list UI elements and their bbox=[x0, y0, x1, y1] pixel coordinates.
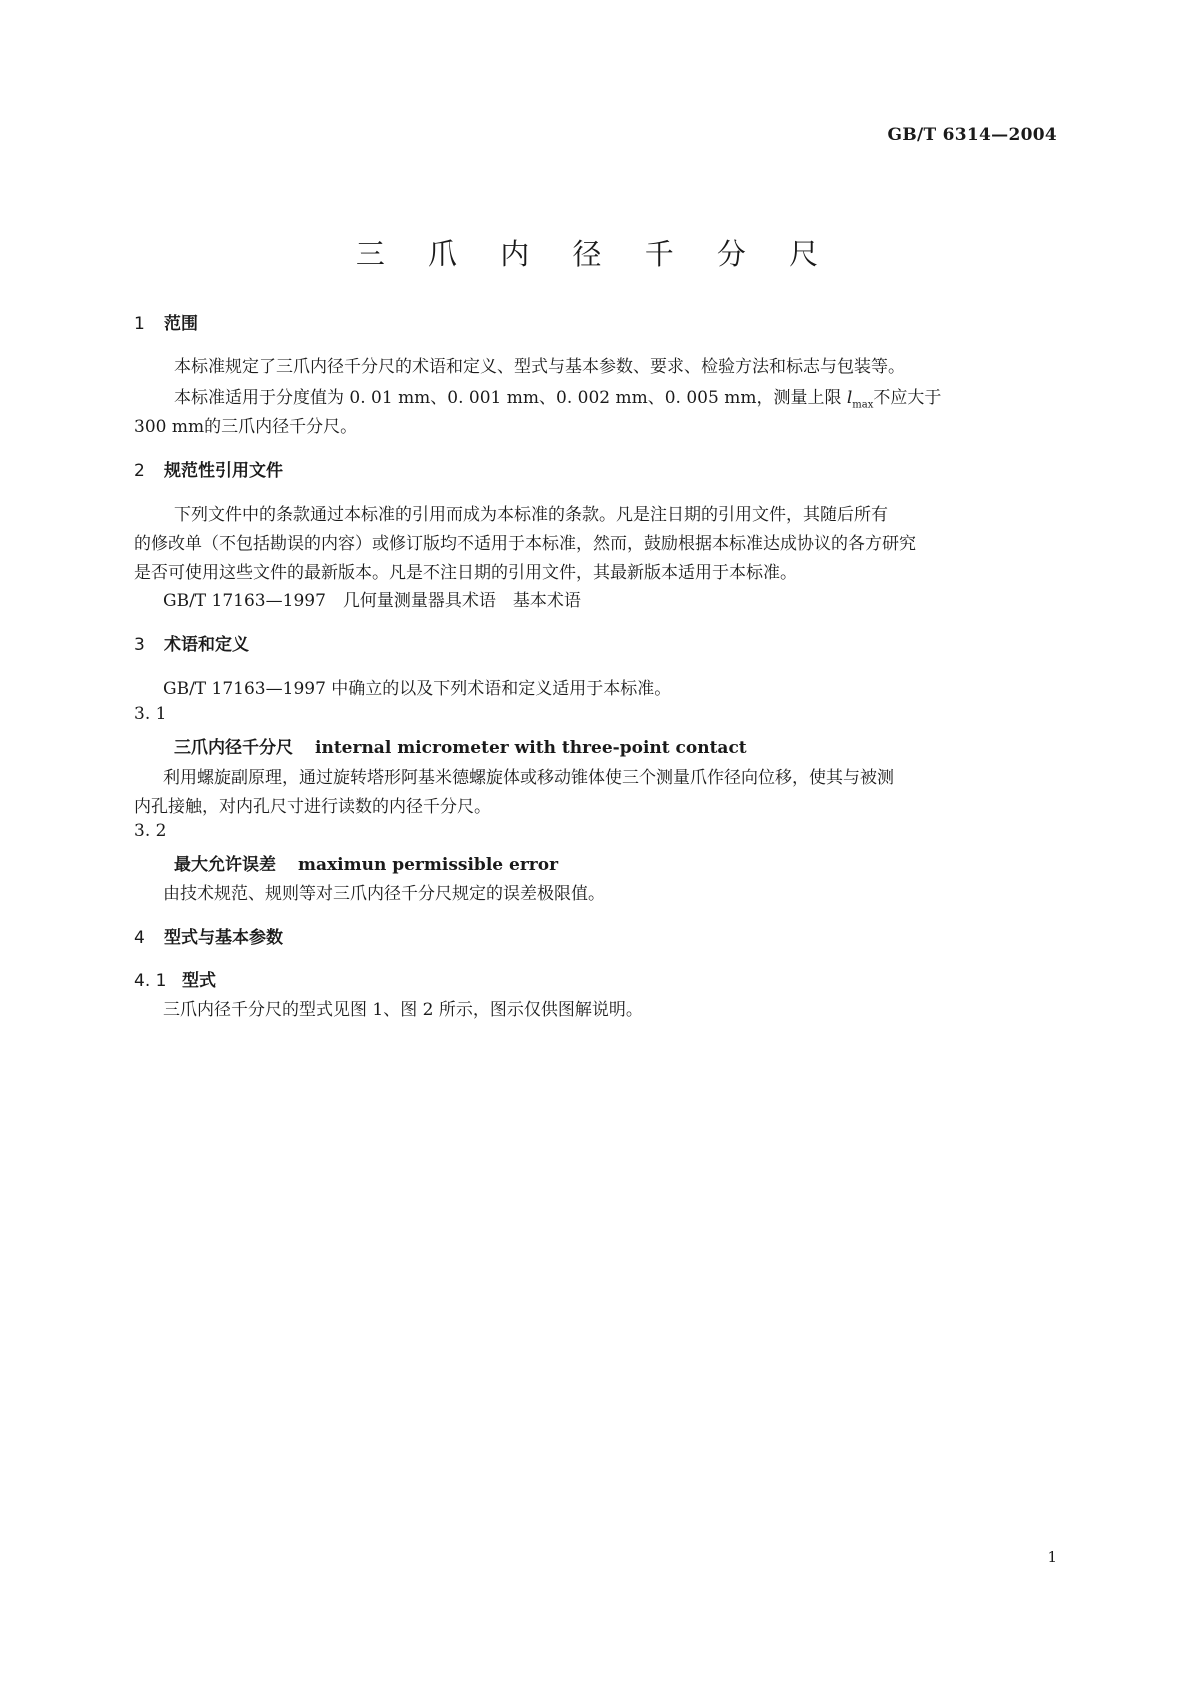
term-2 bbox=[174, 850, 558, 875]
term-definition: 利用螺旋副原理，通过旋转塔形阿基米德螺旋体或移动锥体使三个测量爪作径向位移，使其与被测 bbox=[163, 768, 894, 788]
term-english: maximun permissible error bbox=[298, 855, 559, 875]
symbol-l: l bbox=[846, 388, 853, 408]
section-4-heading bbox=[134, 923, 283, 948]
section-title: 型式与基本参数 bbox=[164, 928, 283, 948]
subsection-title: 型式 bbox=[182, 971, 216, 991]
section-2-heading bbox=[134, 456, 283, 481]
term-english: internal micrometer with three-point contact bbox=[315, 738, 747, 758]
paragraph: 三爪内径千分尺的型式见图 1、图 2 所示，图示仅供图解说明。 bbox=[163, 1000, 643, 1020]
section-number: 4 bbox=[134, 928, 145, 948]
subsection-number: 4. 1 bbox=[134, 971, 167, 991]
term-1 bbox=[174, 733, 747, 758]
text-run: 不应大于 bbox=[873, 388, 942, 408]
paragraph: 是否可使用这些文件的最新版本。凡是不注日期的引用文件，其最新版本适用于本标准。 bbox=[134, 563, 797, 583]
section-1-heading bbox=[134, 309, 198, 334]
normative-reference: GB/T 17163—1997 几何量测量器具术语 基本术语 bbox=[163, 591, 581, 611]
text-run: 本标准适用于分度值为 0. 01 mm、0. 001 mm、0. 002 mm、0. 005 mm，测量上限 bbox=[174, 388, 847, 408]
standard-code: GB/T 6314—2004 bbox=[887, 125, 1057, 145]
paragraph bbox=[174, 383, 1100, 410]
page-number: 1 bbox=[1047, 1548, 1057, 1566]
section-title: 术语和定义 bbox=[164, 635, 249, 655]
document-title: 三 爪 内 径 千 分 尺 bbox=[355, 237, 836, 271]
paragraph: 的修改单（不包括勘误的内容）或修订版均不适用于本标准，然而，鼓励根据本标准达成协议的各方研究 bbox=[134, 534, 916, 554]
subsection-4-1-heading bbox=[134, 966, 216, 991]
section-title: 范围 bbox=[164, 314, 198, 334]
term-definition: 由技术规范、规则等对三爪内径千分尺规定的误差极限值。 bbox=[163, 884, 605, 904]
section-title: 规范性引用文件 bbox=[164, 461, 283, 481]
section-number: 2 bbox=[134, 461, 145, 481]
paragraph: 本标准规定了三爪内径千分尺的术语和定义、型式与基本参数、要求、检验方法和标志与包装等。 bbox=[174, 357, 905, 377]
paragraph: 下列文件中的条款通过本标准的引用而成为本标准的条款。凡是注日期的引用文件，其随后所有 bbox=[174, 505, 888, 525]
term-definition: 内孔接触，对内孔尺寸进行读数的内径千分尺。 bbox=[134, 797, 491, 817]
paragraph: GB/T 17163—1997 中确立的以及下列术语和定义适用于本标准。 bbox=[163, 679, 672, 699]
section-3-heading bbox=[134, 630, 249, 655]
term-chinese: 三爪内径千分尺 bbox=[174, 738, 293, 758]
subscript-max: max bbox=[852, 399, 874, 411]
term-number: 3. 2 bbox=[134, 821, 167, 841]
paragraph-continuation: 300 mm的三爪内径千分尺。 bbox=[134, 417, 358, 437]
term-chinese: 最大允许误差 bbox=[174, 855, 276, 875]
section-number: 3 bbox=[134, 635, 145, 655]
term-number: 3. 1 bbox=[134, 704, 167, 724]
section-number: 1 bbox=[134, 314, 145, 334]
